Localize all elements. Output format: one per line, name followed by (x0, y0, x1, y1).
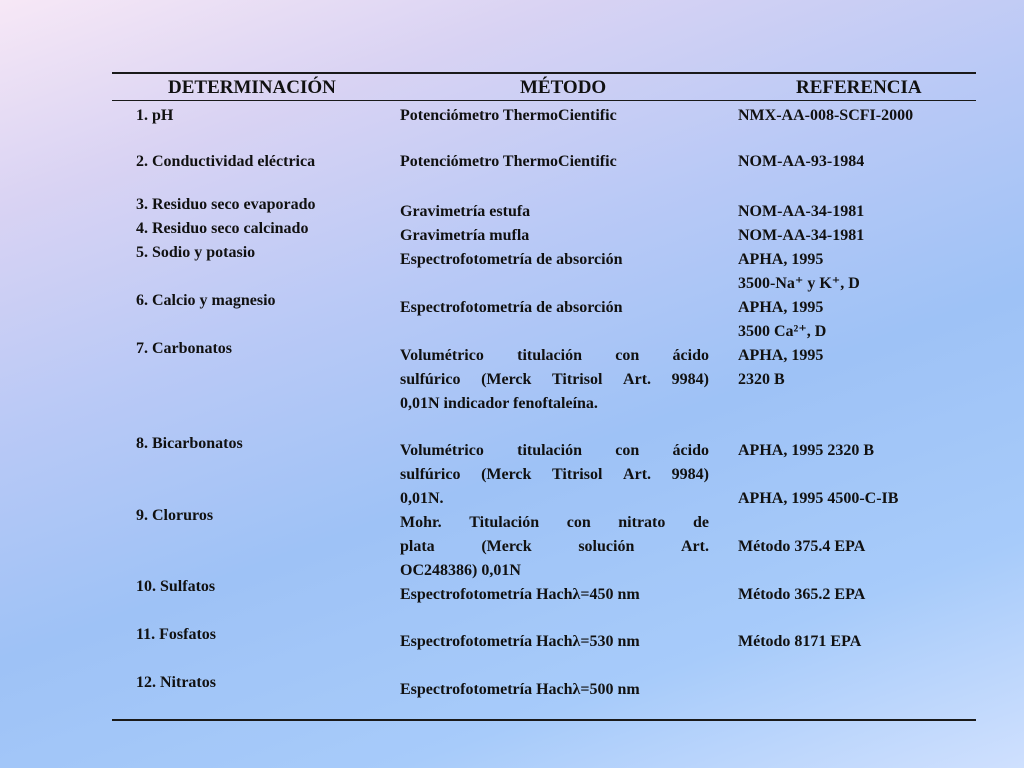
metodo-calcio-magnesio: Espectrofotometría de absorción (400, 299, 623, 316)
metodo-residuo-calcinado: Gravimetría mufla (400, 227, 530, 244)
metodo-fosfatos: Espectrofotometría Hachλ=530 nm (400, 633, 640, 650)
determinacion-residuo-calcinado: 4. Residuo seco calcinado (136, 220, 309, 237)
determinacion-bicarbonatos: 8. Bicarbonatos (136, 435, 243, 452)
referencia-ph: NMX-AA-008-SCFI-2000 (738, 107, 914, 124)
metodo-ph: Potenciómetro ThermoCientific (400, 107, 617, 124)
metodo-bicarbonatos-line1: Volumétrico titulación con ácido (400, 442, 709, 459)
determinacion-ph: 1. pH (136, 107, 174, 124)
metodo-carbonatos-line2: sulfúrico (Merck Titrisol Art. 9984) (400, 371, 709, 388)
referencia-cloruros: APHA, 1995 4500-C-IB (738, 490, 899, 507)
metodo-cloruros-line2: plata (Merck solución Art. (400, 538, 709, 555)
metodo-cloruros-line1: Mohr. Titulación con nitrato de (400, 514, 709, 531)
referencia-bicarbonatos: APHA, 1995 2320 B (738, 442, 874, 459)
referencia-nitratos: Método 8171 EPA (738, 633, 862, 650)
metodo-sodio-potasio: Espectrofotometría de absorción (400, 251, 623, 268)
metodo-carbonatos-line3: 0,01N indicador fenoftaleína. (400, 395, 598, 412)
metodo-sulfatos: Espectrofotometría Hachλ=450 nm (400, 586, 640, 603)
determinacion-sodio-potasio: 5. Sodio y potasio (136, 244, 256, 261)
referencia-residuo-evaporado: NOM-AA-34-1981 (738, 203, 865, 220)
determinacion-residuo-evaporado: 3. Residuo seco evaporado (136, 196, 316, 213)
determinacion-sulfatos: 10. Sulfatos (136, 578, 216, 595)
determinacion-calcio-magnesio: 6. Calcio y magnesio (136, 292, 276, 309)
metodo-residuo-evaporado: Gravimetría estufa (400, 203, 531, 220)
metodo-cloruros (400, 511, 709, 583)
determinacion-conductividad: 2. Conductividad eléctrica (136, 153, 316, 170)
header-determinacion: DETERMINACIÓN (168, 77, 336, 98)
metodo-carbonatos-line1: Volumétrico titulación con ácido (400, 347, 709, 364)
referencia-residuo-calcinado: NOM-AA-34-1981 (738, 227, 865, 244)
referencia-carbonatos-2: 2320 B (738, 371, 785, 388)
referencia-sulfatos: Método 375.4 EPA (738, 538, 866, 555)
header-metodo: MÉTODO (520, 77, 607, 98)
metodo-conductividad: Potenciómetro ThermoCientific (400, 153, 617, 170)
determinacion-cloruros: 9. Cloruros (136, 507, 214, 524)
referencia-conductividad: NOM-AA-93-1984 (738, 153, 865, 170)
determinacion-fosfatos: 11. Fosfatos (136, 626, 216, 643)
header-referencia: REFERENCIA (796, 77, 922, 98)
referencia-calcio-magnesio-2: 3500 Ca²⁺, D (738, 323, 827, 340)
table-header-rule (112, 100, 976, 101)
referencia-sodio-potasio-2: 3500-Na⁺ y K⁺, D (738, 275, 860, 292)
metodo-carbonatos (400, 344, 709, 416)
metodo-bicarbonatos (400, 439, 709, 511)
determinacion-carbonatos: 7. Carbonatos (136, 340, 233, 357)
determinacion-nitratos: 12. Nitratos (136, 674, 216, 691)
referencia-carbonatos-1: APHA, 1995 (738, 347, 824, 364)
referencia-fosfatos: Método 365.2 EPA (738, 586, 866, 603)
table-top-rule (112, 72, 976, 74)
referencia-sodio-potasio-1: APHA, 1995 (738, 251, 824, 268)
table-bottom-rule (112, 719, 976, 721)
metodo-cloruros-line3: OC248386) 0,01N (400, 562, 521, 579)
metodo-nitratos: Espectrofotometría Hachλ=500 nm (400, 681, 640, 698)
metodo-bicarbonatos-line3: 0,01N. (400, 490, 444, 507)
referencia-calcio-magnesio-1: APHA, 1995 (738, 299, 824, 316)
metodo-bicarbonatos-line2: sulfúrico (Merck Titrisol Art. 9984) (400, 466, 709, 483)
